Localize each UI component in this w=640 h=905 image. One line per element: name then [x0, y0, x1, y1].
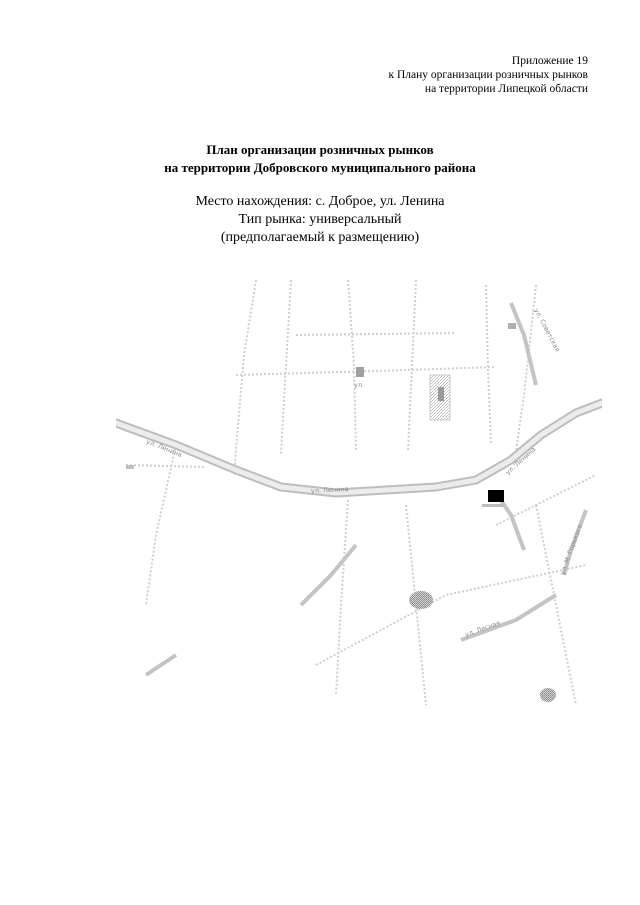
street-labels — [145, 307, 584, 639]
market-status: (предполагаемый к размещению) — [220, 230, 420, 245]
small-building-market — [482, 504, 504, 507]
market-type: Тип рынка: универсальный — [238, 212, 402, 227]
small-building-northeast — [508, 323, 516, 329]
street-sovetskaya — [511, 303, 536, 385]
park-south — [409, 591, 433, 609]
label-mapinfo: ул. — [354, 381, 365, 389]
label-sovetskaya: ул. Советская — [532, 307, 562, 354]
street-diagonal-south — [301, 545, 356, 605]
small-building-north — [356, 367, 364, 377]
title-line-2: на территории Добровского муниципального района — [164, 160, 476, 175]
small-building-west — [126, 465, 134, 469]
document-title — [0, 141, 640, 177]
market-location-marker — [488, 490, 504, 502]
label-lenina-center: ул. Ленина — [310, 485, 349, 495]
location-map — [116, 275, 602, 715]
map-canvas — [116, 275, 602, 715]
label-gorkogo: ул. М. Горького — [558, 523, 585, 576]
street-mid-cross — [236, 367, 496, 375]
street-center-east — [408, 280, 416, 450]
appendix-header — [258, 54, 588, 96]
street-south-cross — [316, 565, 586, 665]
appendix-line-3: на территории Липецкой области — [424, 83, 588, 95]
appendix-line-1: Приложение 19 — [511, 55, 588, 67]
title-line-1: План организации розничных рынков — [206, 142, 434, 157]
market-info — [0, 193, 640, 247]
label-lesnaya: ул. Лесная — [463, 618, 502, 639]
street-center-north — [348, 280, 356, 450]
street-east-a — [486, 285, 491, 445]
street-far-west — [126, 465, 206, 467]
location-address: Место нахождения: с. Доброе, ул. Ленина — [195, 194, 445, 209]
street-west-b — [281, 280, 291, 455]
appendix-line-2: к Плану организации розничных рынков — [388, 69, 588, 81]
monument-marker — [438, 387, 444, 401]
street-west-a — [234, 280, 256, 475]
street-south-a — [336, 500, 348, 695]
park-southeast — [540, 688, 556, 702]
street-southwest-stub — [146, 655, 176, 675]
street-southwest — [146, 445, 176, 605]
street-north-cross — [296, 333, 456, 335]
label-lenina-west: ул. Ленина — [145, 437, 184, 459]
label-lenina-east: ул. Ленина — [503, 445, 538, 477]
